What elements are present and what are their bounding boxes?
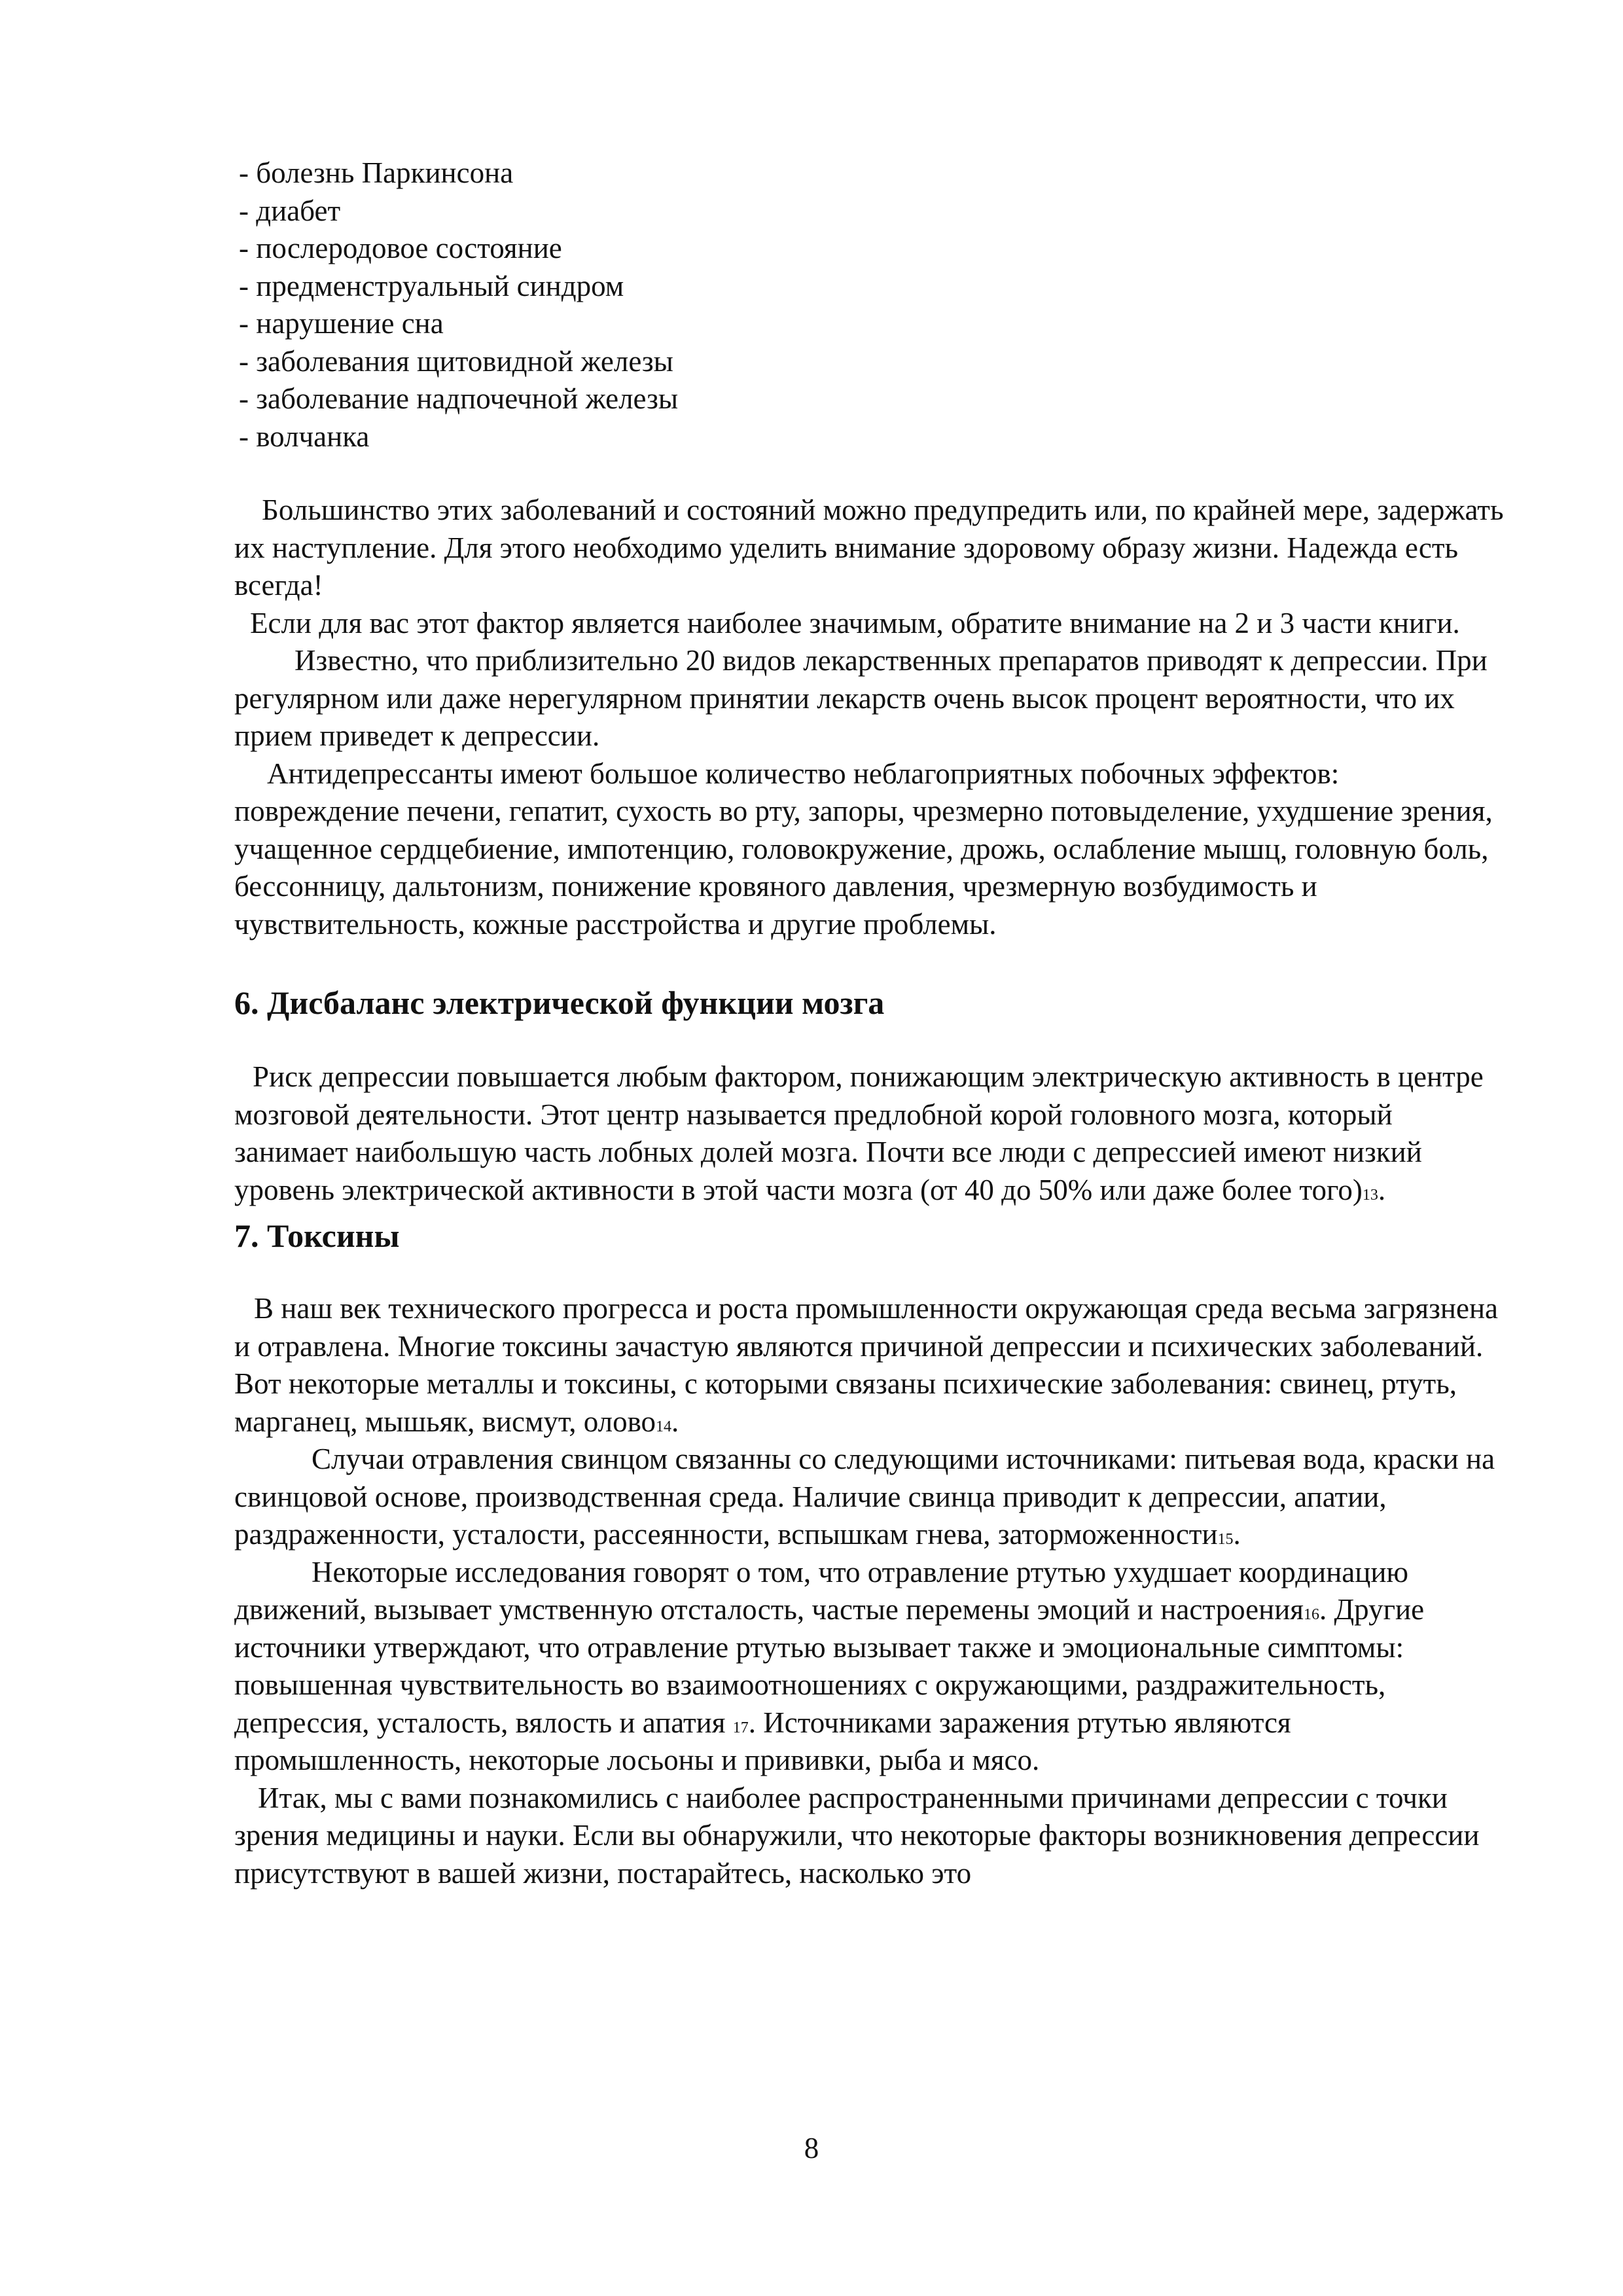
- paragraph-text: Итак, мы с вами познакомились с наиболее распространенными причинами депрессии с точки зрения медицины и науки. Если вы обнаружили, что некоторые факторы возникновения депрессии присутствуют в вашей жизни, постарайтесь, насколько это: [234, 1781, 1480, 1890]
- list-item: - болезнь Паркинсона: [239, 156, 514, 189]
- list-item: - послеродовое состояние: [239, 232, 562, 264]
- paragraph-text: Риск депрессии повышается любым фактором, понижающим электрическую активность в центре мозговой деятельности. Этот центр называется предлобной корой головного мозга, который занимает наибольшую часть лобных долей мозга. Почти все люди с депрессией имеют низкий уровень электрической активности в этой части мозга (от 40 до 50% или даже более того): [234, 1060, 1484, 1206]
- paragraph-text: Случаи отравления свинцом связанны со следующими источниками: питьевая вода, краски на свинцовой основе, производственная среда. Наличие свинца приводит к депрессии, апатии, раздраженности, усталости, рассеянности, вспышкам гнева, заторможенности: [234, 1443, 1495, 1551]
- footnote-marker: 14: [656, 1418, 672, 1435]
- para-antidepressants: [234, 755, 1507, 944]
- text-block-intro: [234, 492, 1507, 943]
- list-item: - волчанка: [239, 420, 370, 453]
- list-item: - предменструальный синдром: [239, 269, 624, 302]
- para-lead: [234, 1441, 1507, 1554]
- paragraph-text: Антидепрессанты имеют большое количество неблагоприятных побочных эффектов: повреждение печени, гепатит, сухость во рту, запоры, чрезмерно потовыделение, ухудшение зрения, учащенное сердцебиение, импотенцию, головокружение, дрожь, ослабление мышц, головную боль, бессонницу, дальтонизм, понижение кровяного давления, чрезмерную возбудимость и чувствительность, кожные расстройства и другие проблемы.: [234, 757, 1493, 941]
- paragraph-text: . Источниками заражения ртутью являются промышленность, некоторые лосьоны и прививки, рыба и мясо.: [234, 1706, 1291, 1776]
- paragraph-text: Если для вас этот фактор является наиболее значимым, обратите внимание на 2 и 3 части книги.: [250, 606, 1460, 639]
- paragraph-text: .: [1378, 1173, 1386, 1206]
- list-item: - заболевание надпочечной железы: [239, 382, 679, 415]
- page-content: [234, 154, 1507, 1892]
- paragraph-text: .: [671, 1405, 679, 1438]
- para-pollution: [234, 1290, 1507, 1441]
- list-item: - диабет: [239, 194, 341, 227]
- para-summary: [234, 1780, 1507, 1893]
- paragraph-text: .: [1233, 1518, 1241, 1551]
- para-medications: [234, 642, 1507, 755]
- page-number: 8: [804, 2132, 819, 2164]
- para-factor: [234, 605, 1507, 643]
- conditions-list: [234, 154, 1507, 456]
- para-prevention: [234, 492, 1507, 605]
- list-item: - заболевания щитовидной железы: [239, 344, 673, 378]
- section-heading-brain-function: 6. Дисбаланс электрической функции мозга: [234, 984, 885, 1021]
- text-block-toxins: [234, 1290, 1507, 1892]
- paragraph-text: Известно, что приблизительно 20 видов лекарственных препаратов приводят к депрессии. При регулярном или даже нерегулярном принятии лекарств очень высок процент вероятности, что их прием приведет к депрессии.: [234, 644, 1488, 752]
- footnote-marker: 17: [732, 1719, 749, 1736]
- section-heading-toxins: 7. Токсины: [234, 1217, 400, 1254]
- paragraph-text: . Другие источники утверждают, что отравление ртутью вызывает также и эмоциональные симптомы: повышенная чувствительность во взаимоотношениях с окружающими, раздражительность, депрессия, усталость, вялость и апатия: [234, 1593, 1425, 1739]
- footnote-marker: 16: [1303, 1606, 1319, 1623]
- footnote-marker: 15: [1217, 1531, 1234, 1548]
- text-block-brain: [234, 1058, 1507, 1209]
- para-mercury: [234, 1554, 1507, 1780]
- footnote-marker: 13: [1362, 1186, 1378, 1204]
- list-item: - нарушение сна: [239, 307, 444, 340]
- paragraph-text: Большинство этих заболеваний и состояний можно предупредить или, по крайней мере, задержать их наступление. Для этого необходимо уделить внимание здоровому образу жизни. Надежда есть всегда!: [234, 493, 1504, 601]
- paragraph-text: Некоторые исследования говорят о том, что отравление ртутью ухудшает координацию движений, вызывает умственную отсталость, частые перемены эмоций и настроения: [234, 1555, 1409, 1626]
- paragraph-text: В наш век технического прогресса и роста промышленности окружающая среда весьма загрязнена и отравлена. Многие токсины зачастую являются причиной депрессии и психических заболеваний. Вот некоторые металлы и токсины, с которыми связаны психические заболевания: свинец, ртуть, марганец, мышьяк, висмут, олово: [234, 1292, 1499, 1438]
- para-brain-activity: [234, 1058, 1507, 1209]
